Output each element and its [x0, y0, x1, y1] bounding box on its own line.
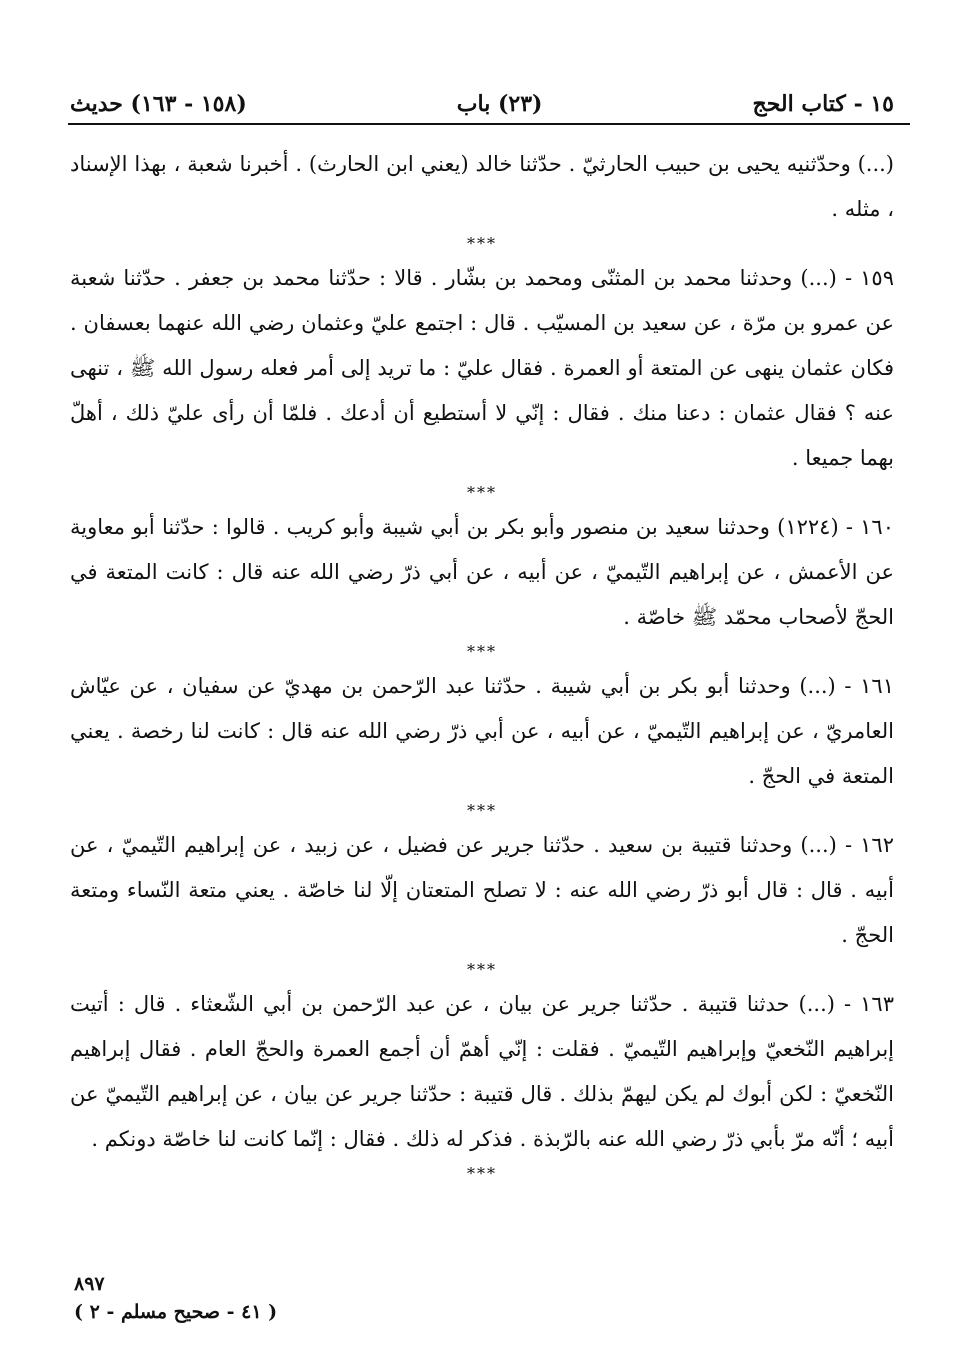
section-separator: ***: [467, 960, 497, 979]
header-chapter: (٢٣) باب: [456, 91, 543, 117]
header-book-title: ١٥ - كتاب الحج: [752, 91, 894, 117]
section-separator: ***: [467, 483, 497, 502]
main-text: [70, 142, 894, 1186]
hadith-paragraph: ١٦١ - (...) وحدثنا أبو بكر بن أبي شيبة . حدّثنا عبد الرّحمن بن مهديّ عن سفيان ، عن عيّاش العامريّ ، عن إبراهيم التّيميّ ، عن أبيه ، عن أبي ذرّ رضي الله عنه قال : كانت لنا رخصة . يعني المتعة في الحجّ .: [70, 674, 894, 788]
running-header: [70, 84, 894, 124]
header-rule: [68, 123, 910, 125]
section-separator: ***: [467, 801, 497, 820]
page-number: ٨٩٧: [74, 1273, 105, 1295]
hadith-paragraph: ١٦٣ - (...) حدثنا قتيبة . حدّثنا جرير عن بيان ، عن عبد الرّحمن بن أبي الشّعثاء . قال : أتيت إبراهيم النّخعيّ وإبراهيم التّيميّ . فقلت : إنّي أهمّ أن أجمع العمرة والحجّ العام . فقال إبراهيم النّخعيّ : لكن أبوك لم يكن ليهمّ بذلك . قال قتيبة : حدّثنا جرير عن بيان ، عن إبراهيم التّيميّ عن أبيه ؛ أنّه مرّ بأبي ذرّ رضي الله عنه بالرّبذة . فذكر له ذلك . فقال : إنّما كانت لنا خاصّة دونكم .: [70, 992, 894, 1151]
header-hadith-range: (١٥٨ - ١٦٣) حديث: [70, 91, 247, 117]
section-separator: ***: [467, 1164, 497, 1183]
section-separator: ***: [467, 642, 497, 661]
hadith-paragraph: ١٦٢ - (...) وحدثنا قتيبة بن سعيد . حدّثنا جرير عن فضيل ، عن زبيد ، عن إبراهيم التّيميّ ، عن أبيه . قال : قال أبو ذرّ رضي الله عنه : لا تصلح المتعتان إلّا لنا خاصّة . يعني متعة النّساء ومتعة الحجّ .: [70, 833, 894, 947]
signature-mark: ( ٤١ - صحيح مسلم - ٢ ): [74, 1301, 278, 1323]
hadith-paragraph: ١٥٩ - (...) وحدثنا محمد بن المثنّى ومحمد بن بشّار . قالا : حدّثنا محمد بن جعفر . حدّثنا شعبة عن عمرو بن مرّة ، عن سعيد بن المسيّب . قال : اجتمع عليّ وعثمان رضي الله عنهما بعسفان . فكان عثمان ينهى عن المتعة أو العمرة . فقال عليّ : ما تريد إلى أمر فعله رسول الله ﷺ ، تنهى عنه ؟ فقال عثمان : دعنا منك . فقال : إنّي لا أستطيع أن أدعك . فلمّا أن رأى عليّ ذلك ، أهلّ بهما جميعا .: [70, 266, 894, 470]
section-separator: ***: [467, 234, 497, 253]
page-footer: [74, 1270, 277, 1326]
hadith-paragraph: (...) وحدّثنيه يحيى بن حبيب الحارثيّ . حدّثنا خالد (يعني ابن الحارث) . أخبرنا شعبة ، بهذا الإسناد ، مثله .: [70, 152, 894, 221]
hadith-paragraph: ١٦٠ - (١٢٢٤) وحدثنا سعيد بن منصور وأبو بكر بن أبي شيبة وأبو كريب . قالوا : حدّثنا أبو معاوية عن الأعمش ، عن إبراهيم التّيميّ ، عن أبيه ، عن أبي ذرّ رضي الله عنه قال : كانت المتعة في الحجّ لأصحاب محمّد ﷺ خاصّة .: [70, 515, 894, 629]
